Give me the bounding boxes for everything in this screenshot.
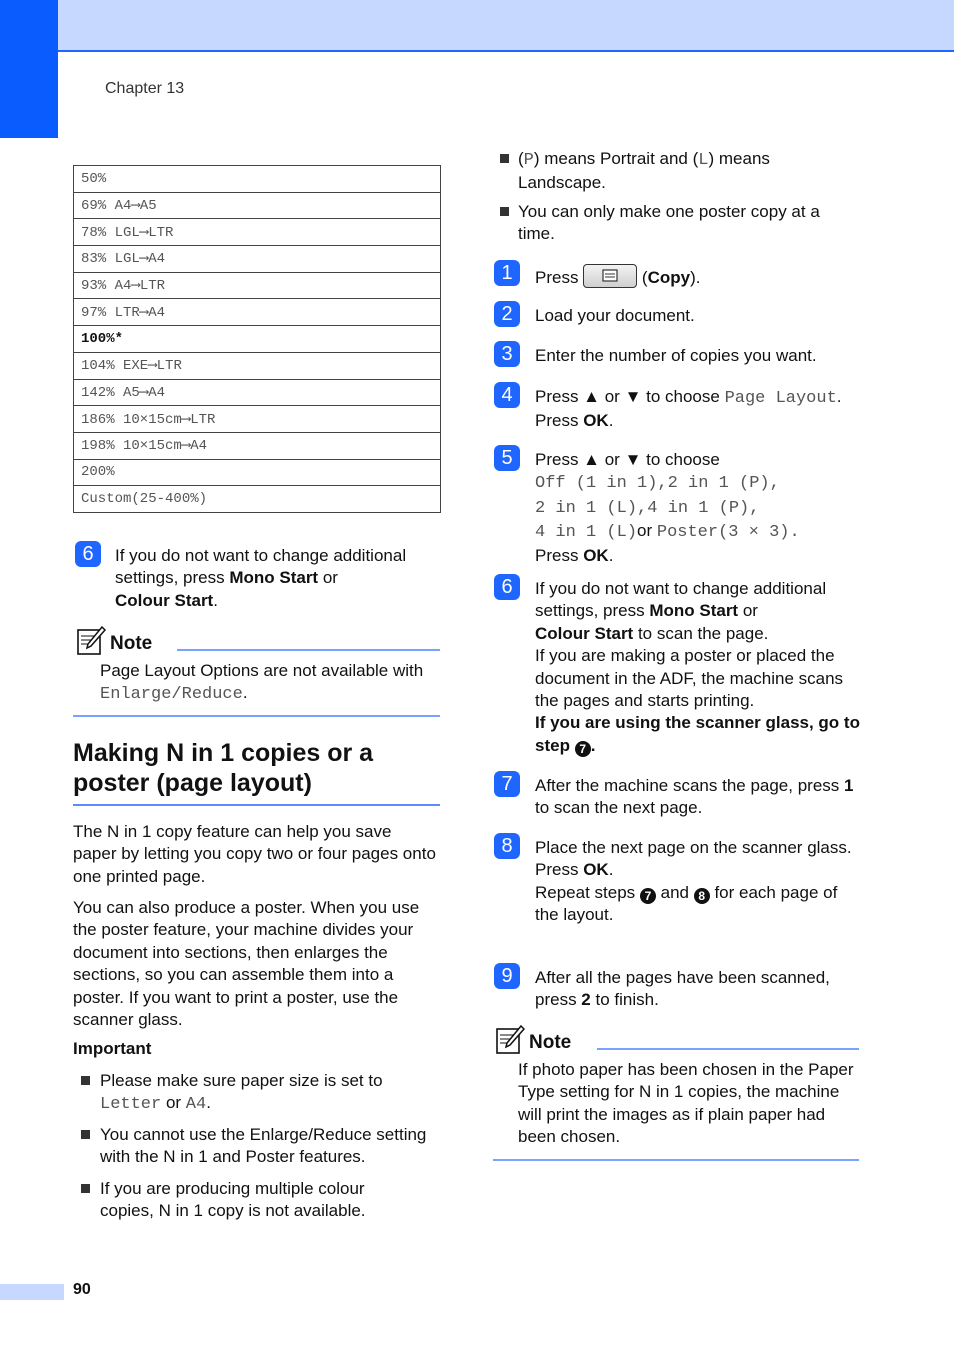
- step-number-badge: 4: [494, 382, 520, 408]
- poster-paragraph: You can also produce a poster. When you use the poster feature, your machine divides your document into sections, then enlarges the sections, so you can assemble them into a poster. If you want to print a poster, use the scanner glass.: [73, 898, 420, 1030]
- step-9-text: After all the pages have been scanned, press 2 to finish.: [535, 968, 830, 1010]
- copy-key-icon: [583, 264, 637, 288]
- step-ref-badge: 7: [640, 888, 656, 904]
- header-bar: [0, 0, 954, 52]
- step-ref-badge: 8: [694, 888, 710, 904]
- note-heading: Note: [110, 633, 153, 654]
- note-end-rule: [493, 1159, 859, 1161]
- note-pencil-icon: [495, 1025, 525, 1055]
- table-cell: 198% 10×15cm⟶A4: [74, 432, 441, 459]
- important-item-1: Please make sure paper size is set to Letter or A4.: [100, 1071, 383, 1115]
- step-number-badge: 6: [494, 574, 520, 600]
- table-cell: 69% A4⟶A5: [74, 192, 441, 219]
- table-row: [74, 166, 441, 193]
- step-2-text: Load your document.: [535, 306, 695, 325]
- table-cell: 50%: [74, 166, 441, 193]
- step-number-badge: 1: [494, 260, 520, 286]
- note-pencil-icon: [76, 626, 106, 656]
- important-item-2: You cannot use the Enlarge/Reduce setting with the N in 1 and Poster features.: [100, 1125, 427, 1167]
- bullet-icon: [500, 207, 509, 216]
- important-heading: Important: [73, 1039, 152, 1058]
- enlarge-reduce-options-table: [73, 165, 441, 513]
- table-row: [74, 192, 441, 219]
- important-item-3: If you are producing multiple colour copies, N in 1 copy is not available.: [100, 1179, 366, 1221]
- table-row: [74, 272, 441, 299]
- step-number-badge: 5: [494, 445, 520, 471]
- step-number-badge: 3: [494, 341, 520, 367]
- table-row: [74, 299, 441, 326]
- table-row: [74, 406, 441, 433]
- section-rule: [73, 804, 440, 806]
- table-row: [74, 459, 441, 486]
- table-cell: 83% LGL⟶A4: [74, 246, 441, 273]
- chapter-tab: [0, 0, 58, 138]
- table-row: [74, 486, 441, 513]
- chapter-label: Chapter 13: [105, 80, 185, 97]
- note-1-text: Page Layout Options are not available with Enlarge/Reduce.: [100, 661, 424, 705]
- table-cell: 78% LGL⟶LTR: [74, 219, 441, 246]
- table-cell: 186% 10×15cm⟶LTR: [74, 406, 441, 433]
- footer-bar: [0, 1284, 64, 1300]
- table-cell: 200%: [74, 459, 441, 486]
- step-6-text: If you do not want to change additional settings, press Mono Start or Colour Start to scan the page. If you are making a poster or placed the document in the ADF, the machine scans the pages and starts printing. If you are using the scanner glass, go to step 7 .: [535, 579, 860, 756]
- table-row: [74, 326, 441, 353]
- intro-paragraph: The N in 1 copy feature can help you save paper by letting you copy two or four pages onto one printed page.: [73, 822, 436, 886]
- step-4-text: Press ▲ or ▼ to choose Page Layout. Press OK.: [535, 387, 842, 431]
- step-number-badge: 2: [494, 301, 520, 327]
- table-cell: Custom(25-400%): [74, 486, 441, 513]
- table-row: [74, 379, 441, 406]
- step-1-text: Press (Copy).: [535, 264, 855, 289]
- table-cell: 142% A5⟶A4: [74, 379, 441, 406]
- note-rule: [177, 649, 440, 651]
- step-number-badge: 8: [494, 833, 520, 859]
- left-step-6-text: If you do not want to change additional settings, press Mono Start or Colour Start.: [115, 546, 407, 610]
- page-number: 90: [73, 1281, 91, 1298]
- bullet-icon: [81, 1184, 90, 1193]
- section-title: Making N in 1 copies or a poster (page layout): [73, 739, 374, 797]
- step-number-badge: 6: [75, 541, 101, 567]
- bullet-icon: [500, 154, 509, 163]
- step-7-text: After the machine scans the page, press 1 to scan the next page.: [535, 776, 854, 818]
- table-cell: 97% LTR⟶A4: [74, 299, 441, 326]
- table-cell: 93% A4⟶LTR: [74, 272, 441, 299]
- note-rule: [597, 1048, 859, 1050]
- step-5-text: Press ▲ or ▼ to choose Off (1 in 1),2 in 1 (P), 2 in 1 (L),4 in 1 (P), 4 in 1 (L)or Poster(3 × 3). Press OK.: [535, 450, 800, 565]
- note-2-text: If photo paper has been chosen in the Paper Type setting for N in 1 copies, the machine will print the images as if plain paper had been chosen.: [518, 1060, 854, 1147]
- bullet-icon: [81, 1076, 90, 1085]
- table-row: [74, 432, 441, 459]
- step-8-text: Place the next page on the scanner glass. Press OK. Repeat steps 7 and 8 for each page of the layout.: [535, 838, 852, 925]
- table-cell: 100%*: [74, 326, 441, 353]
- table-row: [74, 219, 441, 246]
- table-cell: 104% EXE⟶LTR: [74, 352, 441, 379]
- table-row: [74, 352, 441, 379]
- orientation-note: (P) means Portrait and (L) means Landscape.: [518, 149, 770, 193]
- note-heading: Note: [529, 1032, 572, 1053]
- step-3-text: Enter the number of copies you want.: [535, 346, 817, 365]
- note-end-rule: [73, 715, 440, 717]
- table-row: [74, 246, 441, 273]
- poster-limit-note: You can only make one poster copy at a time.: [518, 202, 820, 244]
- step-ref-badge: 7: [575, 741, 591, 757]
- bullet-icon: [81, 1130, 90, 1139]
- step-number-badge: 7: [494, 771, 520, 797]
- step-number-badge: 9: [494, 963, 520, 989]
